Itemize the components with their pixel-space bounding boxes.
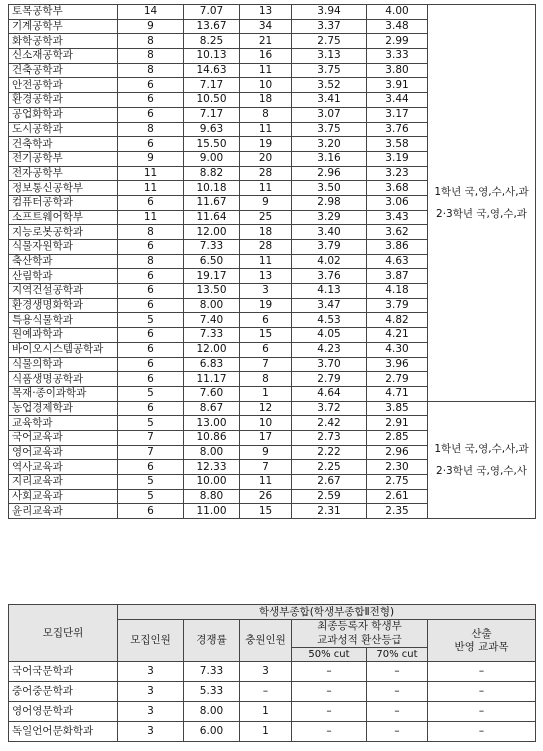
- cut70-cell: –: [367, 682, 428, 702]
- added-cell: 9: [240, 445, 292, 460]
- added-cell: 10: [240, 78, 292, 93]
- ratio-cell: 19.17: [184, 269, 240, 284]
- cut70-cell: 3.58: [367, 137, 428, 152]
- cut50-cell: 2.59: [292, 489, 367, 504]
- cut50-cell: 3.47: [292, 298, 367, 313]
- cut50-cell: 4.53: [292, 313, 367, 328]
- recruit-cell: 6: [118, 401, 184, 416]
- cut50-cell: –: [292, 662, 367, 682]
- cut50-cell: 3.75: [292, 63, 367, 78]
- dept-cell: 전자공학부: [9, 166, 118, 181]
- table-row: [9, 702, 536, 722]
- cut50-cell: 2.98: [292, 195, 367, 210]
- added-cell: 18: [240, 225, 292, 240]
- recruit-cell: 6: [118, 195, 184, 210]
- ratio-cell: 11.17: [184, 372, 240, 387]
- cut70-cell: 3.76: [367, 122, 428, 137]
- ratio-cell: 8.00: [184, 445, 240, 460]
- added-cell: 12: [240, 401, 292, 416]
- added-cell: 6: [240, 342, 292, 357]
- added-cell: 1: [240, 722, 292, 742]
- recruit-cell: 6: [118, 240, 184, 255]
- dept-cell: 건축공학과: [9, 63, 118, 78]
- cut50-cell: 2.31: [292, 504, 367, 519]
- dept-cell: 축산학과: [9, 254, 118, 269]
- ratio-cell: 12.33: [184, 460, 240, 475]
- dept-cell: 식품생명공학과: [9, 372, 118, 387]
- ratio-cell: 10.00: [184, 475, 240, 490]
- cut70-cell: 4.21: [367, 328, 428, 343]
- added-cell: 20: [240, 151, 292, 166]
- cut70-cell: –: [367, 702, 428, 722]
- added-cell: 11: [240, 254, 292, 269]
- added-cell: 10: [240, 416, 292, 431]
- grade-header-line1: 최종등록자 학생부: [292, 620, 428, 634]
- cut50-cell: 3.41: [292, 93, 367, 108]
- ratio-cell: 6.83: [184, 357, 240, 372]
- recruit-cell: 5: [118, 313, 184, 328]
- cut50-cell: 4.23: [292, 342, 367, 357]
- ratio-cell: 7.60: [184, 386, 240, 401]
- cut50-cell: 2.96: [292, 166, 367, 181]
- dept-cell: 공업화학과: [9, 107, 118, 122]
- ratio-cell: 6.50: [184, 254, 240, 269]
- added-cell: 7: [240, 460, 292, 475]
- subjects-note-line: 1학년 국,영,수,사,과: [434, 442, 529, 455]
- cut70-cell: 2.75: [367, 475, 428, 490]
- ratio-cell: 5.33: [184, 682, 240, 702]
- recruit-cell: 14: [118, 5, 184, 20]
- ratio-cell: 11.00: [184, 504, 240, 519]
- comprehensive-admission-body: [9, 662, 536, 742]
- recruit-cell: 5: [118, 475, 184, 490]
- dept-cell: 역사교육과: [9, 460, 118, 475]
- ratio-cell: 8.00: [184, 702, 240, 722]
- recruit-cell: 3: [118, 682, 184, 702]
- cut70-cell: 3.91: [367, 78, 428, 93]
- recruit-cell: 11: [118, 166, 184, 181]
- dept-cell: 영어영문학과: [9, 702, 118, 722]
- cut50-header: 50% cut: [292, 648, 367, 662]
- added-cell: 17: [240, 430, 292, 445]
- cut70-cell: 4.30: [367, 342, 428, 357]
- dept-cell: 산림학과: [9, 269, 118, 284]
- ratio-cell: 14.63: [184, 63, 240, 78]
- recruit-cell: 6: [118, 78, 184, 93]
- recruit-cell: 6: [118, 93, 184, 108]
- dept-cell: 국어국문학과: [9, 662, 118, 682]
- unit-header: 모집단위: [9, 605, 118, 662]
- recruit-cell: 3: [118, 702, 184, 722]
- dept-cell: 특용식물학과: [9, 313, 118, 328]
- dept-cell: 중어중문학과: [9, 682, 118, 702]
- added-cell: 15: [240, 328, 292, 343]
- subjects-cell: –: [428, 662, 536, 682]
- ratio-cell: 13.00: [184, 416, 240, 431]
- subjects-cell: –: [428, 682, 536, 702]
- admission-results-body: [9, 5, 536, 519]
- added-cell: 1: [240, 702, 292, 722]
- added-header: 충원인원: [240, 620, 292, 662]
- ratio-cell: 13.50: [184, 284, 240, 299]
- recruit-cell: 6: [118, 328, 184, 343]
- added-cell: 15: [240, 504, 292, 519]
- comprehensive-admission-table: [8, 604, 536, 742]
- recruit-cell: 8: [118, 63, 184, 78]
- added-cell: 11: [240, 475, 292, 490]
- added-cell: 28: [240, 166, 292, 181]
- added-cell: 13: [240, 269, 292, 284]
- cut50-cell: 2.73: [292, 430, 367, 445]
- cut70-cell: 3.43: [367, 210, 428, 225]
- cut50-cell: 3.79: [292, 240, 367, 255]
- ratio-cell: 13.67: [184, 19, 240, 34]
- ratio-cell: 7.17: [184, 78, 240, 93]
- dept-cell: 독일언어문화학과: [9, 722, 118, 742]
- dept-cell: 환경생명화학과: [9, 298, 118, 313]
- cut50-cell: 3.76: [292, 269, 367, 284]
- recruit-cell: 6: [118, 107, 184, 122]
- recruit-cell: 8: [118, 34, 184, 49]
- cut50-cell: 2.42: [292, 416, 367, 431]
- recruit-cell: 8: [118, 49, 184, 64]
- recruit-cell: 7: [118, 445, 184, 460]
- added-cell: 3: [240, 662, 292, 682]
- cut70-cell: 4.00: [367, 5, 428, 20]
- cut50-cell: 2.79: [292, 372, 367, 387]
- ratio-cell: 11.67: [184, 195, 240, 210]
- recruit-cell: 11: [118, 181, 184, 196]
- added-cell: 18: [240, 93, 292, 108]
- recruit-cell: 6: [118, 137, 184, 152]
- cut70-cell: 2.91: [367, 416, 428, 431]
- dept-cell: 농업경제학과: [9, 401, 118, 416]
- calc-header-line2: 반영 교과목: [454, 640, 509, 653]
- ratio-cell: 9.63: [184, 122, 240, 137]
- cut70-cell: 2.79: [367, 372, 428, 387]
- cut70-cell: 4.18: [367, 284, 428, 299]
- admission-results-table: [8, 4, 536, 519]
- cut50-cell: 3.70: [292, 357, 367, 372]
- cut50-cell: 3.94: [292, 5, 367, 20]
- table-row: [9, 682, 536, 702]
- cut70-cell: 3.23: [367, 166, 428, 181]
- recruit-cell: 6: [118, 342, 184, 357]
- subjects-note-line: 2·3학년 국,영,수,사: [436, 464, 527, 477]
- dept-cell: 목재·종이과학과: [9, 386, 118, 401]
- ratio-cell: 6.00: [184, 722, 240, 742]
- ratio-cell: 8.67: [184, 401, 240, 416]
- added-cell: 21: [240, 34, 292, 49]
- cut50-cell: –: [292, 722, 367, 742]
- cut70-cell: 3.33: [367, 49, 428, 64]
- added-cell: 26: [240, 489, 292, 504]
- ratio-cell: 11.64: [184, 210, 240, 225]
- dept-cell: 건축학과: [9, 137, 118, 152]
- dept-cell: 소프트웨어학부: [9, 210, 118, 225]
- ratio-cell: 8.25: [184, 34, 240, 49]
- dept-cell: 정보통신공학부: [9, 181, 118, 196]
- added-cell: 19: [240, 137, 292, 152]
- cut50-cell: 2.25: [292, 460, 367, 475]
- cut70-cell: 4.71: [367, 386, 428, 401]
- dept-cell: 토목공학부: [9, 5, 118, 20]
- cut70-header: 70% cut: [367, 648, 428, 662]
- recruit-cell: 9: [118, 19, 184, 34]
- ratio-header: 경쟁률: [184, 620, 240, 662]
- added-cell: 11: [240, 122, 292, 137]
- cut70-cell: 3.80: [367, 63, 428, 78]
- recruit-cell: 6: [118, 504, 184, 519]
- ratio-cell: 7.33: [184, 662, 240, 682]
- added-cell: 3: [240, 284, 292, 299]
- cut70-cell: 3.79: [367, 298, 428, 313]
- dept-cell: 기계공학부: [9, 19, 118, 34]
- recruit-cell: 11: [118, 210, 184, 225]
- calc-header: [428, 620, 536, 662]
- cut70-cell: 3.06: [367, 195, 428, 210]
- added-cell: –: [240, 682, 292, 702]
- ratio-cell: 10.86: [184, 430, 240, 445]
- cut50-cell: –: [292, 682, 367, 702]
- cut50-cell: 3.16: [292, 151, 367, 166]
- ratio-cell: 7.17: [184, 107, 240, 122]
- added-cell: 11: [240, 63, 292, 78]
- added-cell: 11: [240, 181, 292, 196]
- dept-cell: 원예과학과: [9, 328, 118, 343]
- ratio-cell: 7.33: [184, 240, 240, 255]
- cut70-cell: –: [367, 722, 428, 742]
- cut50-cell: 4.05: [292, 328, 367, 343]
- recruit-cell: 3: [118, 662, 184, 682]
- ratio-cell: 12.00: [184, 225, 240, 240]
- ratio-cell: 15.50: [184, 137, 240, 152]
- cut50-cell: 3.52: [292, 78, 367, 93]
- added-cell: 19: [240, 298, 292, 313]
- added-cell: 28: [240, 240, 292, 255]
- cut70-cell: 4.82: [367, 313, 428, 328]
- dept-cell: 화학공학과: [9, 34, 118, 49]
- subjects-note-line: 1학년 국,영,수,사,과: [434, 185, 529, 198]
- dept-cell: 윤리교육과: [9, 504, 118, 519]
- subjects-note: [428, 5, 536, 402]
- recruit-cell: 5: [118, 416, 184, 431]
- cut50-cell: 3.20: [292, 137, 367, 152]
- recruit-cell: 6: [118, 372, 184, 387]
- added-cell: 1: [240, 386, 292, 401]
- ratio-cell: 8.80: [184, 489, 240, 504]
- ratio-cell: 7.33: [184, 328, 240, 343]
- table-row: [9, 5, 536, 20]
- cut70-cell: 2.99: [367, 34, 428, 49]
- table-row: [9, 722, 536, 742]
- dept-cell: 사회교육과: [9, 489, 118, 504]
- dept-cell: 전기공학부: [9, 151, 118, 166]
- added-cell: 7: [240, 357, 292, 372]
- ratio-cell: 8.00: [184, 298, 240, 313]
- dept-cell: 안전공학과: [9, 78, 118, 93]
- subjects-note-line: 2·3학년 국,영,수,과: [436, 207, 527, 220]
- cut70-cell: 2.35: [367, 504, 428, 519]
- added-cell: 8: [240, 372, 292, 387]
- added-cell: 9: [240, 195, 292, 210]
- cut70-cell: 3.96: [367, 357, 428, 372]
- subjects-note: [428, 401, 536, 519]
- dept-cell: 지리교육과: [9, 475, 118, 490]
- recruit-cell: 5: [118, 489, 184, 504]
- cut50-cell: 2.67: [292, 475, 367, 490]
- dept-cell: 지능로봇공학과: [9, 225, 118, 240]
- added-cell: 13: [240, 5, 292, 20]
- recruit-cell: 6: [118, 269, 184, 284]
- cut70-cell: 3.17: [367, 107, 428, 122]
- recruit-cell: 6: [118, 460, 184, 475]
- recruit-cell: 5: [118, 386, 184, 401]
- dept-cell: 식물의학과: [9, 357, 118, 372]
- cut70-cell: 2.85: [367, 430, 428, 445]
- recruit-cell: 3: [118, 722, 184, 742]
- grade-header-line2: 교과성적 환산등급: [292, 634, 428, 648]
- cut50-cell: 3.37: [292, 19, 367, 34]
- cut70-cell: 3.62: [367, 225, 428, 240]
- recruit-cell: 8: [118, 254, 184, 269]
- ratio-cell: 10.18: [184, 181, 240, 196]
- subjects-cell: –: [428, 702, 536, 722]
- table-row: [9, 401, 536, 416]
- calc-header-line1: 산출: [471, 627, 492, 640]
- cut70-cell: 2.30: [367, 460, 428, 475]
- recruit-cell: 8: [118, 122, 184, 137]
- dept-cell: 교육학과: [9, 416, 118, 431]
- cut50-cell: 3.50: [292, 181, 367, 196]
- ratio-cell: 8.82: [184, 166, 240, 181]
- cut50-cell: 2.22: [292, 445, 367, 460]
- cut50-cell: –: [292, 702, 367, 722]
- cut70-cell: 3.48: [367, 19, 428, 34]
- cut50-cell: 3.40: [292, 225, 367, 240]
- recruit-cell: 9: [118, 151, 184, 166]
- added-cell: 6: [240, 313, 292, 328]
- cut50-cell: 3.75: [292, 122, 367, 137]
- cut70-cell: 3.19: [367, 151, 428, 166]
- table-row: [9, 662, 536, 682]
- cut50-cell: 3.29: [292, 210, 367, 225]
- dept-cell: 식물자원학과: [9, 240, 118, 255]
- recruit-cell: 8: [118, 225, 184, 240]
- cut50-cell: 4.02: [292, 254, 367, 269]
- added-cell: 16: [240, 49, 292, 64]
- added-cell: 25: [240, 210, 292, 225]
- dept-cell: 영어교육과: [9, 445, 118, 460]
- group-header: 학생부종합(학생부종합Ⅱ전형): [118, 605, 536, 620]
- recruit-cell: 6: [118, 298, 184, 313]
- cut50-cell: 2.75: [292, 34, 367, 49]
- dept-cell: 지역건설공학과: [9, 284, 118, 299]
- dept-cell: 환경공학과: [9, 93, 118, 108]
- cut50-cell: 3.13: [292, 49, 367, 64]
- ratio-cell: 9.00: [184, 151, 240, 166]
- cut70-cell: 2.96: [367, 445, 428, 460]
- cut70-cell: 3.85: [367, 401, 428, 416]
- cut50-cell: 4.64: [292, 386, 367, 401]
- cut70-cell: 3.86: [367, 240, 428, 255]
- dept-cell: 컴퓨터공학과: [9, 195, 118, 210]
- ratio-cell: 7.07: [184, 5, 240, 20]
- recruit-cell: 7: [118, 430, 184, 445]
- dept-cell: 국어교육과: [9, 430, 118, 445]
- ratio-cell: 10.13: [184, 49, 240, 64]
- dept-cell: 도시공학과: [9, 122, 118, 137]
- ratio-cell: 12.00: [184, 342, 240, 357]
- recruit-cell: 6: [118, 284, 184, 299]
- ratio-cell: 7.40: [184, 313, 240, 328]
- added-cell: 34: [240, 19, 292, 34]
- cut70-cell: 2.61: [367, 489, 428, 504]
- dept-cell: 신소재공학과: [9, 49, 118, 64]
- subjects-cell: –: [428, 722, 536, 742]
- cut70-cell: 3.44: [367, 93, 428, 108]
- cut70-cell: 4.63: [367, 254, 428, 269]
- cut70-cell: –: [367, 662, 428, 682]
- recruit-cell: 6: [118, 357, 184, 372]
- cut70-cell: 3.87: [367, 269, 428, 284]
- added-cell: 8: [240, 107, 292, 122]
- cut50-cell: 3.72: [292, 401, 367, 416]
- dept-cell: 바이오시스템공학과: [9, 342, 118, 357]
- cut50-cell: 4.13: [292, 284, 367, 299]
- recruit-header: 모집인원: [118, 620, 184, 662]
- cut70-cell: 3.68: [367, 181, 428, 196]
- cut50-cell: 3.07: [292, 107, 367, 122]
- ratio-cell: 10.50: [184, 93, 240, 108]
